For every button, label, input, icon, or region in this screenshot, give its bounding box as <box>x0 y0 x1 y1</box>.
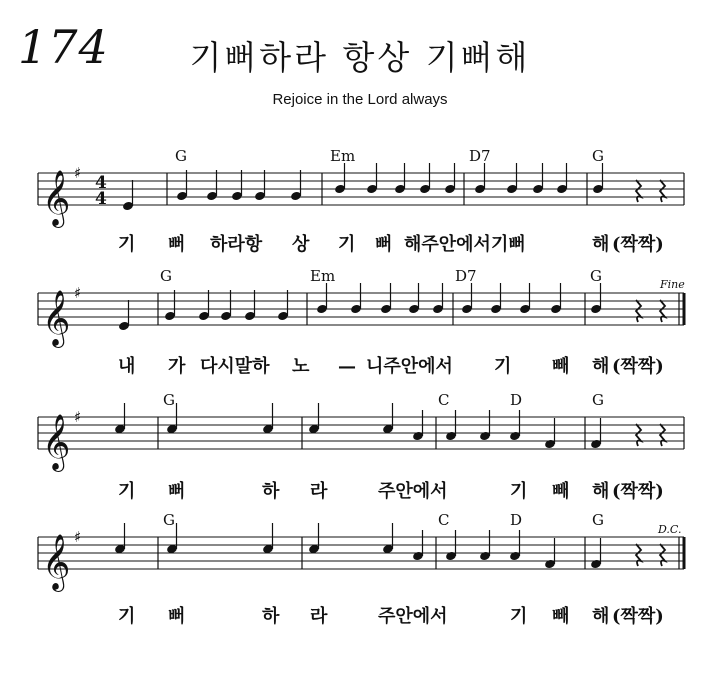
fine-marker: Fine <box>660 278 685 291</box>
lyric-syllable: 해 <box>592 481 610 502</box>
treble-clef-icon: 𝄞 <box>42 534 71 590</box>
hymn-number: 174 <box>18 20 109 74</box>
clap-mark: (짝짝) <box>612 481 664 502</box>
lyric-syllable: 라 <box>310 481 328 502</box>
clap-mark: (짝짝) <box>612 356 664 377</box>
chord-symbol: G <box>175 147 187 165</box>
chord-symbol: D <box>510 391 523 409</box>
chord-symbol: G <box>590 267 602 285</box>
clap-mark: (짝짝) <box>612 606 664 627</box>
quarter-rest-icon <box>636 544 641 566</box>
sharp-key-signature-icon: ♯ <box>74 528 82 546</box>
chord-symbol: C <box>438 511 450 529</box>
lyric-syllable: 빼 <box>552 481 570 502</box>
lyric-syllable: 빼 <box>552 356 570 377</box>
lyric-syllable: 상 <box>292 234 310 255</box>
lyric-syllable: 해 <box>592 356 610 377</box>
chord-symbol: D7 <box>469 147 491 165</box>
quarter-rest-icon <box>660 424 665 446</box>
lyric-syllable: 기 <box>118 481 136 502</box>
quarter-rest-icon <box>660 544 665 566</box>
chord-symbol: G <box>592 511 604 529</box>
hymn-title: 기뻐하라 항상 기뻐해 <box>189 38 531 77</box>
hymn-subtitle: Rejoice in the Lord always <box>272 91 448 108</box>
lyric-syllable: 니주안에서 <box>366 356 453 377</box>
quarter-rest-icon <box>660 180 665 202</box>
chord-symbol: G <box>592 391 604 409</box>
lyric-syllable: 하 <box>262 481 280 502</box>
lyric-syllable: 라 <box>310 606 328 627</box>
lyric-syllable: — <box>338 356 356 377</box>
quarter-rest-icon <box>636 424 641 446</box>
lyric-syllable: 하 <box>262 606 280 627</box>
chord-symbol: D <box>510 511 523 529</box>
lyric-syllable: 하라항 <box>210 234 263 255</box>
quarter-rest-icon <box>636 180 641 202</box>
quarter-rest-icon <box>660 300 665 322</box>
chord-symbol: G <box>592 147 604 165</box>
chord-symbol: D7 <box>455 267 477 285</box>
lyric-syllable: 해 <box>592 234 610 255</box>
treble-clef-icon: 𝄞 <box>42 414 71 470</box>
time-signature-top: 4 <box>95 173 107 193</box>
lyric-syllable: 뻐 <box>168 234 186 255</box>
chord-symbol: Em <box>310 267 336 285</box>
chord-symbol: G <box>163 391 175 409</box>
lyric-syllable: 빼 <box>552 606 570 627</box>
lyric-syllable: 가 <box>168 356 186 377</box>
lyric-syllable: 뻐 <box>168 481 186 502</box>
chord-symbol: C <box>438 391 450 409</box>
lyric-syllable: 기 <box>118 606 136 627</box>
lyric-syllable: 기 <box>510 606 528 627</box>
lyric-syllable: 주안에서 <box>378 606 448 627</box>
treble-clef-icon: 𝄞 <box>42 290 71 346</box>
lyric-syllable: 뻐 <box>375 234 393 255</box>
sharp-key-signature-icon: ♯ <box>74 164 82 182</box>
time-signature-bottom: 4 <box>95 189 107 209</box>
lyric-syllable: 기 <box>494 356 512 377</box>
lyric-syllable: 기 <box>118 234 136 255</box>
lyric-syllable: 다시말하 <box>200 356 270 377</box>
chord-symbol: Em <box>330 147 356 165</box>
chord-symbol: G <box>160 267 172 285</box>
lyric-syllable: 기 <box>510 481 528 502</box>
lyric-syllable: 해 <box>592 606 610 627</box>
treble-clef-icon: 𝄞 <box>42 170 71 226</box>
dc-marker: D.C. <box>658 523 682 536</box>
lyric-syllable: 뻐 <box>168 606 186 627</box>
lyric-syllable: 주안에서 <box>378 481 448 502</box>
chord-symbol: G <box>163 511 175 529</box>
lyric-syllable: 해주안에서기뻐 <box>404 234 526 255</box>
sharp-key-signature-icon: ♯ <box>74 284 82 302</box>
clap-mark: (짝짝) <box>612 234 664 255</box>
lyric-syllable: 노 <box>292 356 310 377</box>
lyric-syllable: 내 <box>118 356 136 377</box>
quarter-rest-icon <box>636 300 641 322</box>
sharp-key-signature-icon: ♯ <box>74 408 82 426</box>
lyric-syllable: 기 <box>338 234 356 255</box>
